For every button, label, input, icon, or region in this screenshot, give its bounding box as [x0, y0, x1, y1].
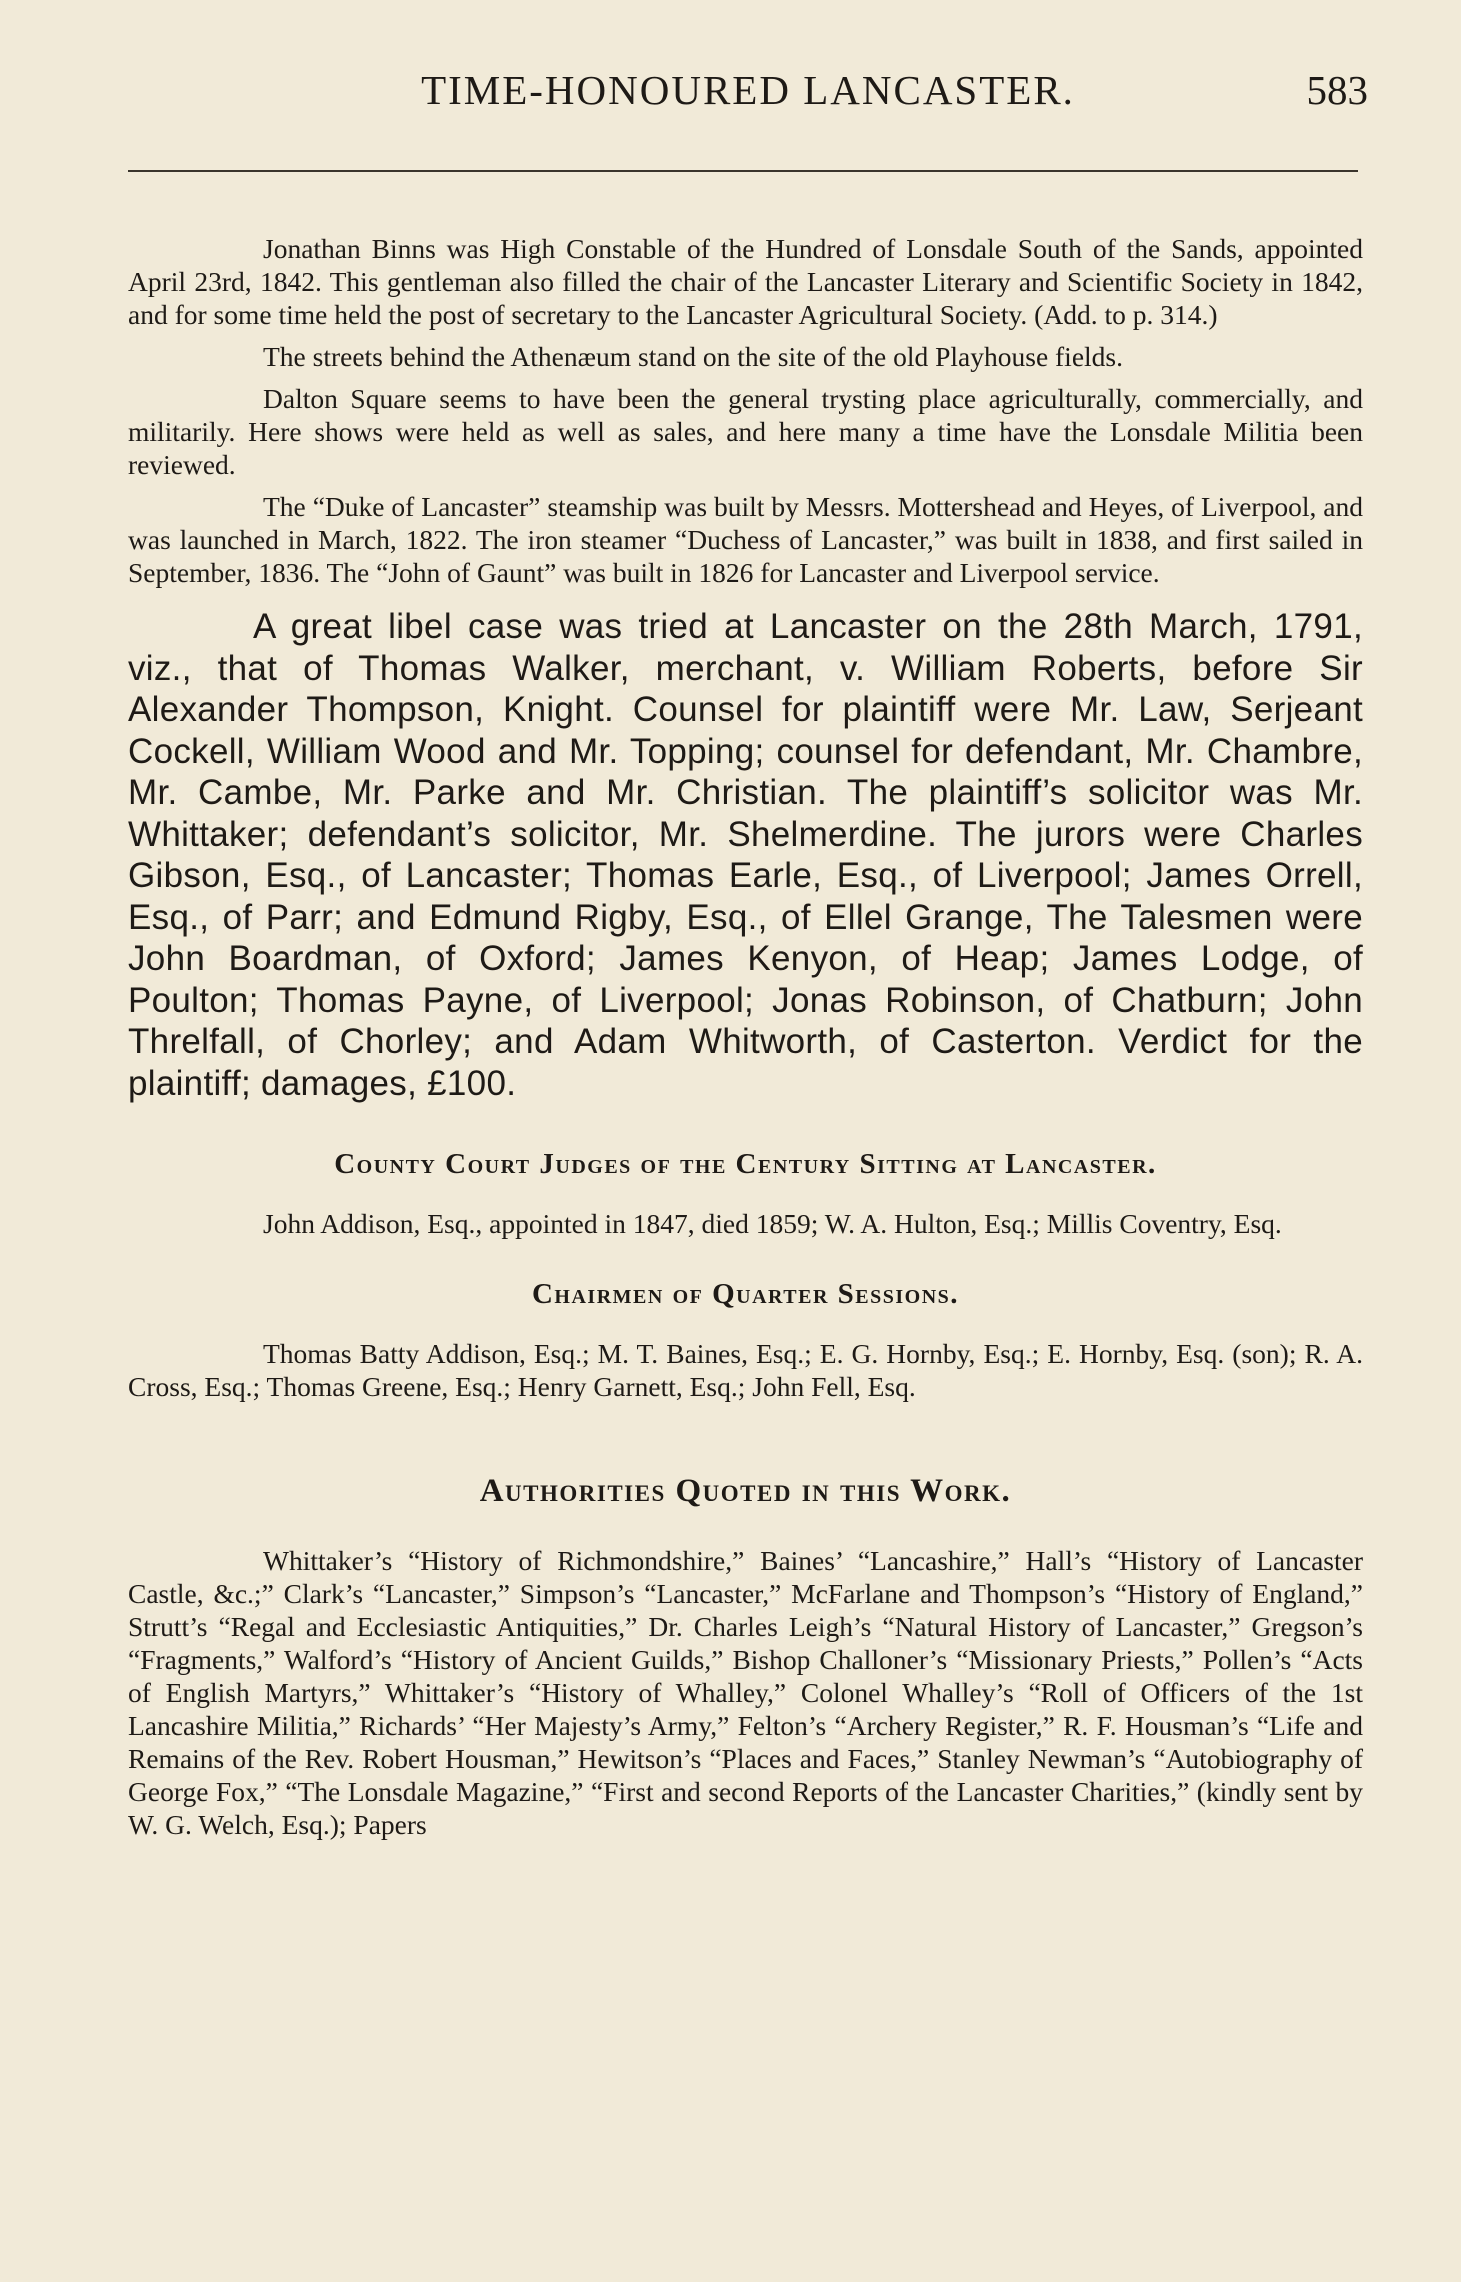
- chairmen-text: Thomas Batty Addison, Esq.; M. T. Baines, Esq.; E. G. Hornby, Esq.; E. Hornby, Esq. (son); R. A. Cross, Esq.; Thomas Greene, Esq.; Henry Garnett, Esq.; John Fell, Esq.: [128, 1338, 1363, 1402]
- running-title: TIME-HONOURED LANCASTER.: [421, 67, 1075, 113]
- judges-heading: County Court Judges of the Century Sitting at Lancaster.: [334, 1148, 1157, 1180]
- authorities-heading: Authorities Quoted in this Work.: [479, 1473, 1012, 1509]
- header-rule: [128, 170, 1358, 172]
- note-binns: Jonathan Binns was High Constable of the Hundred of Lonsdale South of the Sands, appointed April 23rd, 1842. This gentleman also filled the chair of the Lancaster Literary and Scientific Society in 1842, and for some time held the post of secretary to the Lancaster Agricultural Society. (Add. to p. 314.): [128, 233, 1363, 330]
- note-dalton-square: Dalton Square seems to have been the general trysting place agriculturally, commercially, and militarily. Here shows were held as well as sales, and here many a time have the Lonsdale Militia been reviewed.: [128, 383, 1363, 480]
- page-number: 583: [1306, 67, 1368, 113]
- libel-case-block: [128, 606, 1363, 1104]
- chairmen-heading: Chairmen of Quarter Sessions.: [531, 1278, 960, 1310]
- note-athenaeum: The streets behind the Athenæum stand on the site of the old Playhouse fields.: [263, 341, 1123, 372]
- running-header: [128, 66, 1368, 116]
- notes-block: [128, 232, 1363, 589]
- authorities-text: Whittaker’s “History of Richmondshire,” Baines’ “Lancashire,” Hall’s “History of Lancaster Castle, &c.;” Clark’s “Lancaster,” Simpson’s “Lancaster,” McFarlane and Thompson’s “History of England,” Strutt’s “Regal and Ecclesiastic Antiquities,” Dr. Charles Leigh’s “Natural History of Lancaster,” Gregson’s “Fragments,” Walford’s “History of Ancient Guilds,” Bishop Challoner’s “Missionary Priests,” Pollen’s “Acts of English Martyrs,” Whittaker’s “History of Whalley,” Colonel Whalley’s “Roll of Officers of the 1st Lancashire Militia,” Richards’ “Her Majesty’s Army,” Felton’s “Archery Register,” R. F. Housman’s “Life and Remains of the Rev. Robert Housman,” Hewitson’s “Places and Faces,” Stanley Newman’s “Autobiography of George Fox,” “The Lonsdale Magazine,” “First and second Reports of the Lancaster Charities,” (kindly sent by W. G. Welch, Esq.); Papers: [128, 1545, 1363, 1840]
- judges-text: John Addison, Esq., appointed in 1847, died 1859; W. A. Hulton, Esq.; Millis Coventry, Esq.: [263, 1208, 1282, 1239]
- libel-case-paragraph: A great libel case was tried at Lancaster on the 28th March, 1791, viz., that of Thomas Walker, merchant, v. William Roberts, before Sir Alexander Thompson, Knight. Counsel for plaintiff were Mr. Law, Serjeant Cockell, William Wood and Mr. Topping; counsel for defendant, Mr. Chambre, Mr. Cambe, Mr. Parke and Mr. Christian. The plaintiff’s solicitor was Mr. Whittaker; defendant’s solicitor, Mr. Shelmerdine. The jurors were Charles Gibson, Esq., of Lancaster; Thomas Earle, Esq., of Liverpool; James Orrell, Esq., of Parr; and Edmund Rigby, Esq., of Ellel Grange, The Talesmen were John Boardman, of Oxford; James Kenyon, of Heap; James Lodge, of Poulton; Thomas Payne, of Liverpool; Jonas Robinson, of Chatburn; John Threlfall, of Chorley; and Adam Whitworth, of Casterton. Verdict for the plaintiff; damages, £100.: [128, 607, 1363, 1103]
- page-body: [128, 232, 1363, 1841]
- note-steamships: The “Duke of Lancaster” steamship was built by Messrs. Mottershead and Heyes, of Liverpool, and was launched in March, 1822. The iron steamer “Duchess of Lancaster,” was built in 1838, and first sailed in September, 1836. The “John of Gaunt” was built in 1826 for Lancaster and Liverpool service.: [128, 491, 1363, 588]
